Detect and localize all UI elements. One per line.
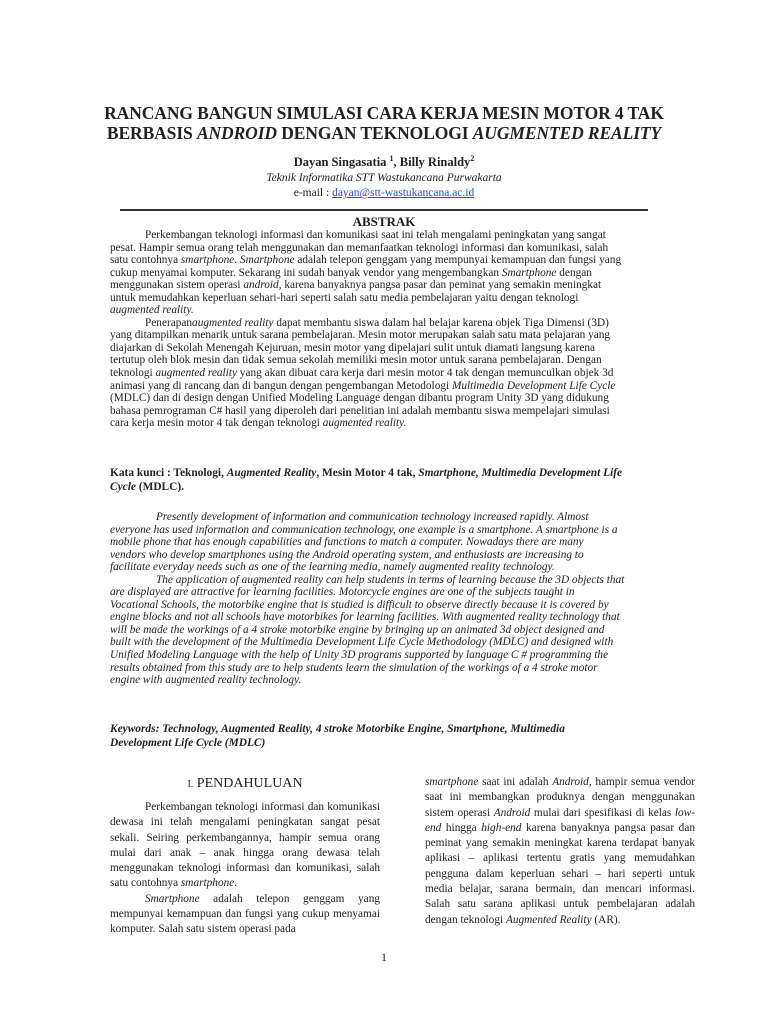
abstract-heading: ABSTRAK <box>352 214 416 229</box>
abstrak-paragraph-1: Perkembangan teknologi informasi dan komunikasi saat ini telah mengalami peningkatan yang sangat pesat. Hampir semua orang telah menggunakan dan memanfaatkan teknologi informasi dan komunikasi, salah satu contohnya smartphone. Smartphone adalah telepon genggam yang mempunyai kemampuan dan fungsi yang cukup menyamai komputer. Sekarang ini sudah banyak vendor yang mengembangkan Smartphone dengan menggunakan sistem operasi android, karena banyaknya pangsa pasar dan peminat yang semakin meningkat untuk memudahkan keperluan sehari-hari seperti salah satu media pembelajaran yaitu dengan teknologi augmented reality. <box>110 229 622 317</box>
authors: Dayan Singasatia $^1$, Billy Rinaldy$^2$ <box>293 154 475 170</box>
left-paragraph-1: Perkembangan teknologi informasi dan komunikasi dewasa ini telah mengalami peningkatan sangat pesat sekali. Seiring perkembangannya, hampir semua orang mulai dari anak – anak hingga orang dewasa telah menggunakan teknologi informasi dan komunikasi, salah satu contohnya smartphone. <box>110 801 380 890</box>
title-line-1: RANCANG BANGUN SIMULASI CARA KERJA MESIN MOTOR 4 TAK <box>104 103 664 123</box>
abstract-en-paragraph-2: The application of augmented reality can help students in terms of learning because the 3D objects that are displayed are attractive for learning facilities. Motorcycle engines are one of the subjects taught in Vocational Schools, the motorbike engine that is studied is difficult to observe directly because it is covered by engine blocks and not all schools have motorbikes for learning facilities. With augmented reality technology that will be made the workings of a 4 stroke motorbike engine by bringing up an animated 3d object designed and built with the development of the Multimedia Development Life Cycle Methodology (MDLC) and designed with Unified Modeling Language with the help of Unity 3D programs supported by language C # programming the results obtained from this study are to help students learn the simulation of the workings of a 4 stroke motor engine with augmented reality technology. <box>110 573 625 687</box>
right-column <box>425 775 695 928</box>
email-link[interactable]: dayan@stt-wastukancana.ac.id <box>332 187 475 199</box>
abstract-en-paragraph-1: Presently development of information and communication technology increased rapidly. Almost everyone has used information and communication technology, one example is a smartphone. A smartphone is a mobile phone that has enough capabilities and functions to match a computer. Nowadays there are many vendors who develop smartphones using the Android operating system, and enthusiasts are increasing to facilitate everyday needs such as one of the learning media, namely augmented reality technology. <box>110 511 618 574</box>
left-paragraph-2: Smartphone adalah telepon genggam yang mempunyai kemampuan dan fungsi yang cukup menyamai komputer. Salah satu sistem operasi pada <box>110 892 380 936</box>
page-number: 1 <box>381 950 387 964</box>
kata-kunci: Kata kunci : Teknologi, Augmented Reality, Mesin Motor 4 tak, Smartphone, Multimedia Development Life Cycle (MDLC). <box>110 467 623 493</box>
header-rule <box>120 209 648 211</box>
abstract-en <box>110 511 670 687</box>
title-line-2: BERBASIS ANDROID DENGAN TEKNOLOGI AUGMENTED REALITY <box>106 123 662 143</box>
email-line: e-mail : dayan@stt-wastukancana.ac.id <box>293 187 475 199</box>
abstrak-paragraph-2: Penerapanaugmented reality dapat membantu siswa dalam hal belajar karena objek Tiga Dimensi (3D) yang ditampilkan menarik untuk sarana pembelajaran. Mesin motor merupakan salah satu mata pelajaran yang diajarkan di Sekolah Menengah Kejuruan, mesin motor yang dipelajari sulit untuk diamati langsung karena tertutup oleh blok mesin dan tidak semua sekolah memiliki mesin motor untuk sarana pembelajaran. Dengan teknologi augmented reality yang akan dibuat cara kerja dari mesin motor 4 tak dengan memunculkan objek 3d animasi yang di rancang dan di bangun dengan pengembangan Metodologi Multimedia Development Life Cycle (MDLC) dan di design dengan Unified Modeling Language dengan dibantu program Unity 3D yang didukung bahasa pemrograman C# hasil yang diperoleh dari penelitian ini adalah membantu siswa mempelajari simulasi cara kerja mesin motor 4 tak dengan teknologi augmented reality. <box>110 316 616 430</box>
paper-title <box>100 103 668 143</box>
section-heading: I. PENDAHULUAN <box>187 776 303 791</box>
affiliation: Teknik Informatika STT Wastukancana Purwakarta <box>266 172 502 184</box>
keywords-en: Keywords: Technology, Augmented Reality, 4 stroke Motorbike Engine, Smartphone, Multimedia Development Life Cycle (MDLC) <box>110 723 565 749</box>
left-column <box>110 800 380 938</box>
right-paragraph: smartphone saat ini adalah Android, hampir semua vendor saat ini membangkan produknya dengan menggunakan sistem operasi Android mulai dari spesifikasi di kelas low-end hingga high-end karena banyaknya pangsa pasar dan peminat yang semakin meningkat karena terdapat banyak aplikasi – aplikasi tertentu gratis yang memudahkan pengguna dalam keperluan sehari – hari seperti untuk media belajar, sarana bermain, dan mencari informasi. Salah satu sarana aplikasi untuk pembelajaran adalah dengan teknologi Augmented Reality (AR). <box>425 776 696 926</box>
abstrak-id <box>110 229 670 430</box>
